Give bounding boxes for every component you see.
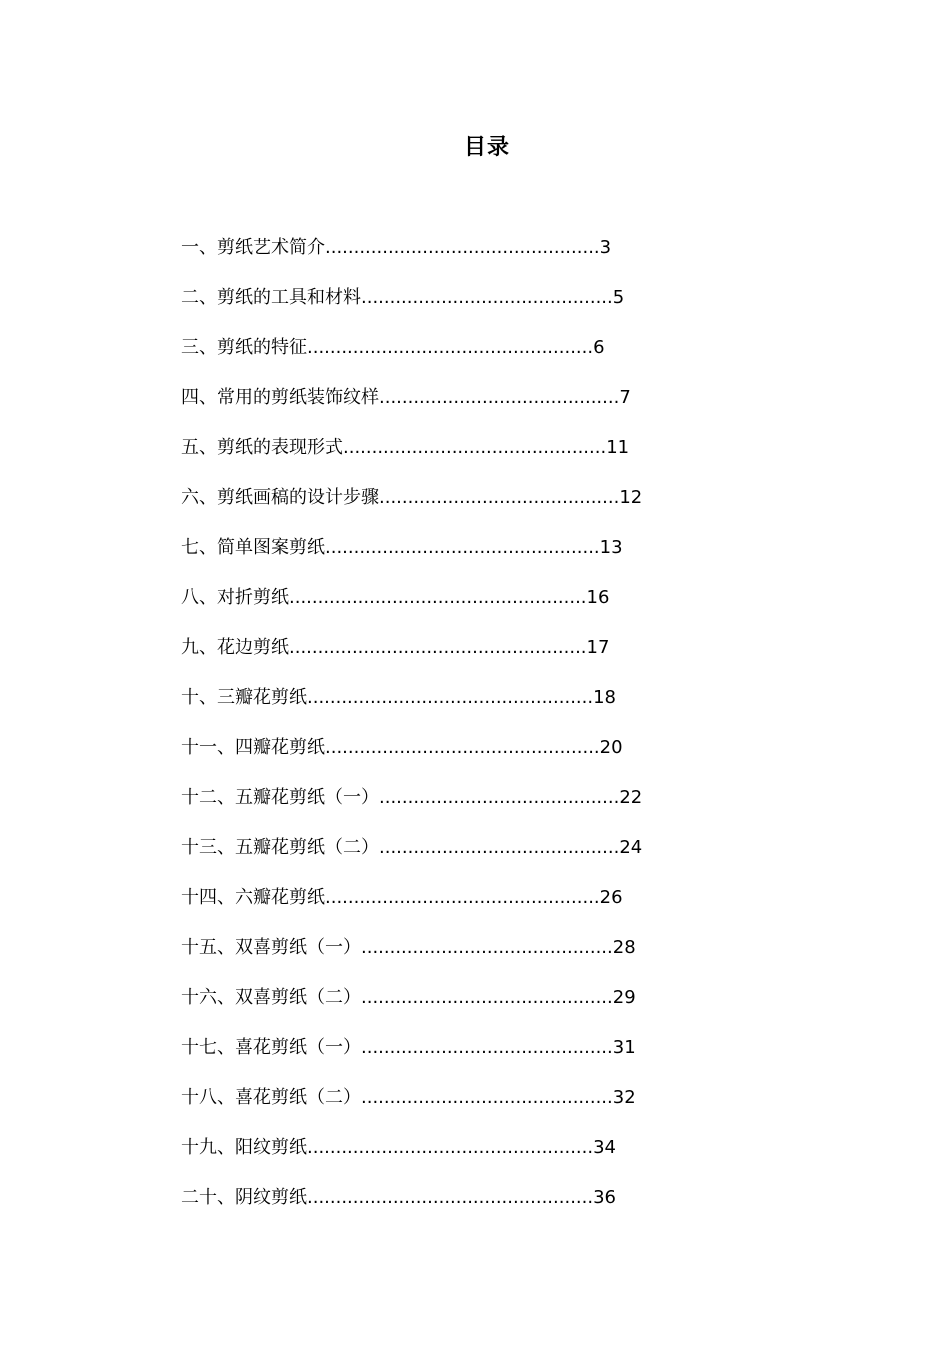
- toc-entry-title: 五、剪纸的表现形式: [181, 437, 343, 458]
- toc-entry-title: 十九、阳纹剪纸: [181, 1137, 307, 1158]
- toc-page-number: 26: [599, 887, 623, 908]
- toc-page-number: 36: [593, 1187, 616, 1208]
- toc-entry-title: 十四、六瓣花剪纸: [181, 887, 325, 908]
- toc-entry[interactable]: [181, 1133, 642, 1183]
- toc-page-number: 29: [612, 987, 636, 1008]
- toc-entry-title: 二、剪纸的工具和材料: [181, 287, 361, 308]
- toc-entry-title: 一、剪纸艺术简介: [181, 237, 325, 258]
- toc-entry[interactable]: [181, 283, 642, 333]
- toc-dot-leader: ..........................................: [379, 837, 620, 858]
- toc-entry[interactable]: [181, 383, 642, 433]
- toc-entry[interactable]: [181, 1183, 642, 1233]
- toc-entry[interactable]: [181, 433, 642, 483]
- toc-dot-leader: ..................................................: [307, 687, 594, 708]
- toc-entry-title: 七、简单图案剪纸: [181, 537, 325, 558]
- toc-entry-title: 九、花边剪纸: [181, 637, 289, 658]
- toc-dot-leader: ............................................: [361, 937, 613, 958]
- toc-dot-leader: ................................................: [325, 737, 600, 758]
- toc-entry[interactable]: [181, 333, 642, 383]
- toc-entry-title: 六、剪纸画稿的设计步骤: [181, 487, 379, 508]
- toc-dot-leader: ..........................................: [379, 387, 620, 408]
- toc-page-number: 5: [612, 287, 625, 308]
- toc-page-number: 31: [612, 1037, 636, 1058]
- toc-page-number: 11: [606, 437, 630, 458]
- toc-dot-leader: ............................................: [361, 1087, 613, 1108]
- toc-dot-leader: ..............................................: [343, 437, 607, 458]
- toc-dot-leader: ................................................: [325, 887, 600, 908]
- toc-entry-title: 二十、阴纹剪纸: [181, 1187, 307, 1208]
- toc-entry-title: 八、对折剪纸: [181, 587, 289, 608]
- toc-page-number: 34: [593, 1137, 616, 1158]
- toc-dot-leader: ....................................................: [289, 587, 587, 608]
- toc-page-number: 12: [619, 487, 643, 508]
- toc-page-number: 24: [619, 837, 643, 858]
- toc-page-number: 3: [599, 237, 612, 258]
- toc-title: 目录: [463, 135, 510, 160]
- toc-entry[interactable]: [181, 483, 642, 533]
- toc-entry-title: 十二、五瓣花剪纸（一）: [181, 787, 379, 808]
- toc-entry-title: 十三、五瓣花剪纸（二）: [181, 837, 379, 858]
- toc-entry-title: 十八、喜花剪纸（二）: [181, 1087, 361, 1108]
- toc-entry[interactable]: [181, 583, 642, 633]
- toc-dot-leader: ..................................................: [307, 1187, 594, 1208]
- toc-entry[interactable]: [181, 983, 642, 1033]
- toc-page-number: 6: [593, 337, 605, 358]
- toc-entry-title: 四、常用的剪纸装饰纹样: [181, 387, 379, 408]
- toc-dot-leader: ................................................: [325, 537, 600, 558]
- toc-dot-leader: ..........................................: [379, 787, 620, 808]
- toc-entry[interactable]: [181, 1033, 642, 1083]
- toc-entry[interactable]: [181, 933, 642, 983]
- toc-page-number: 28: [612, 937, 636, 958]
- toc-entry[interactable]: [181, 633, 642, 683]
- toc-entry-title: 十六、双喜剪纸（二）: [181, 987, 361, 1008]
- toc-dot-leader: ............................................: [361, 987, 613, 1008]
- toc-page-number: 32: [612, 1087, 636, 1108]
- toc-dot-leader: ..................................................: [307, 1137, 594, 1158]
- toc-page-number: 13: [599, 537, 623, 558]
- toc-entry[interactable]: [181, 733, 642, 783]
- toc-page-number: 22: [619, 787, 643, 808]
- toc-entry[interactable]: [181, 533, 642, 583]
- toc-entry[interactable]: [181, 883, 642, 933]
- toc-page-number: 17: [586, 637, 610, 658]
- toc-entry-title: 十一、四瓣花剪纸: [181, 737, 325, 758]
- toc-list: [181, 233, 642, 1233]
- toc-dot-leader: ............................................: [361, 1037, 613, 1058]
- toc-entry[interactable]: [181, 233, 642, 283]
- toc-page-number: 16: [586, 587, 610, 608]
- toc-entry[interactable]: [181, 683, 642, 733]
- toc-dot-leader: ..........................................: [379, 487, 620, 508]
- toc-entry[interactable]: [181, 833, 642, 883]
- toc-dot-leader: ................................................: [325, 237, 600, 258]
- toc-entry[interactable]: [181, 1083, 642, 1133]
- toc-entry-title: 三、剪纸的特征: [181, 337, 307, 358]
- toc-entry[interactable]: [181, 783, 642, 833]
- toc-entry-title: 十七、喜花剪纸（一）: [181, 1037, 361, 1058]
- toc-entry-title: 十、三瓣花剪纸: [181, 687, 307, 708]
- toc-dot-leader: ..................................................: [307, 337, 594, 358]
- toc-page-number: 7: [619, 387, 631, 408]
- toc-dot-leader: ....................................................: [289, 637, 587, 658]
- toc-entry-title: 十五、双喜剪纸（一）: [181, 937, 361, 958]
- toc-page-number: 18: [593, 687, 616, 708]
- toc-page-number: 20: [599, 737, 623, 758]
- toc-dot-leader: ............................................: [361, 287, 613, 308]
